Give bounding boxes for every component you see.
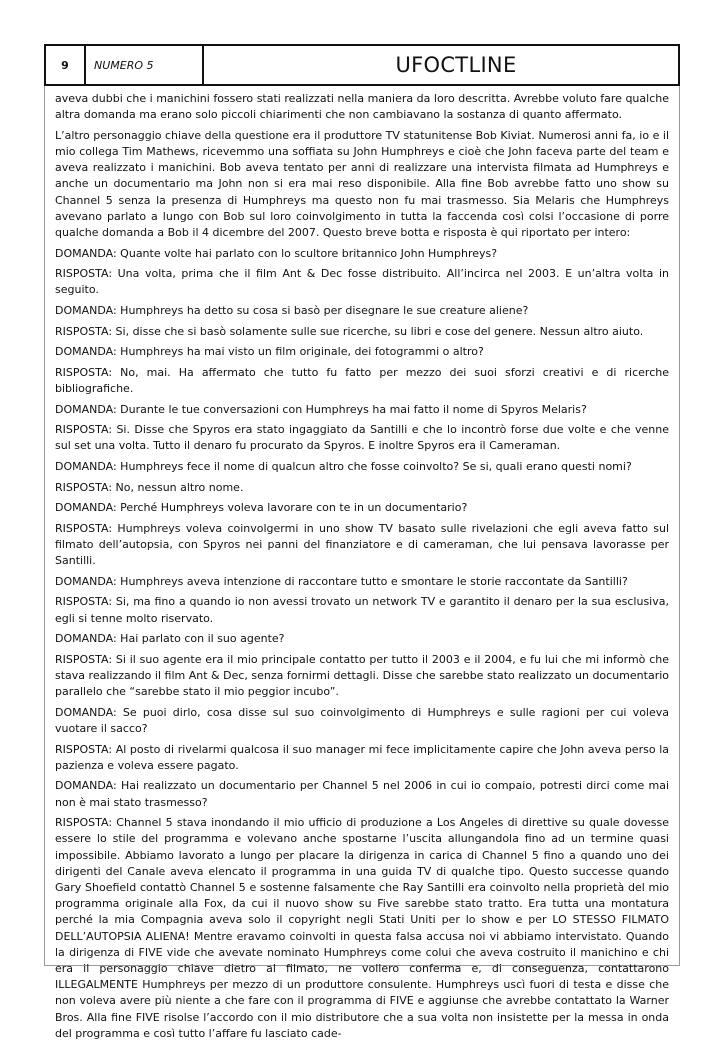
question: DOMANDA: Humphreys ha detto su cosa si basò per disegnare le sue creature aliene?	[55, 304, 529, 317]
question: DOMANDA: Perché Humphreys voleva lavorare con te in un documentario?	[55, 501, 468, 515]
question: DOMANDA: Durante le tue conversazioni con Humphreys ha mai fatto il nome di Spyros Melaris?	[55, 402, 587, 416]
paragraph: L’altro personaggio chiave della questione era il produttore TV statunitense Bob Kiviat. Numerosi anni fa, io e il mio collega Tim Mathews, ricevemmo una soffiata su John Humphreys e cioè che John faceva parte del team e aveva realizzato i manichini. Bob aveva tentato per anni di realizzare una intervista filmata ad Humphreys e anche un documentario ma John non si era mai reso disponibile. Alla fine Bob avrebbe fatto uno show su Channel 5 senza la presenza di Humphreys ma questo non fu mai trasmesso. Sia Melaris che Humphreys avevano parlato a lungo con Bob sul loro coinvolgimento in tutta la faccenda così colsi l’occasione di porre qualche domanda a Bob il 4 dicembre del 2007. Questo breve botta e risposta è qui riportato per intero:	[55, 128, 669, 240]
newsletter-title: UFOCTLINE	[395, 53, 517, 77]
answer: RISPOSTA: Si. Disse che Spyros era stato ingaggiato da Santilli e che lo incontrò forse due volte e che venne sul set una volta. Tutto il denaro fu procurato da Spyros. E inoltre Spyros era il Cameraman.	[55, 423, 669, 453]
page-header	[44, 44, 680, 86]
page-number: 9	[46, 46, 86, 84]
answer: RISPOSTA: Si, disse che si basò solamente sulle sue ricerche, su libri e cose del genere. Nessun altro aiuto.	[55, 324, 644, 338]
article-body	[44, 86, 680, 1040]
answer: RISPOSTA: Al posto di rivelarmi qualcosa il suo manager mi fece implicitamente capire che John aveva perso la pazienza e voleva essere pagato.	[55, 742, 669, 772]
answer: RISPOSTA: Si il suo agente era il mio principale contatto per tutto il 2003 e il 2004, e fu lui che mi informò che stava realizzando il film Ant & Dec, senza fornirmi dettagli. Disse che sarebbe stato realizzato un documentario parallelo che “sarebbe stato il mio peggior incubo”.	[55, 652, 669, 699]
question: DOMANDA: Humphreys ha mai visto un film originale, dei fotogrammi o altro?	[55, 345, 484, 359]
paragraph: aveva dubbi che i manichini fossero stati realizzati nella maniera da loro descritta. Avrebbe voluto fare qualche altra domanda ma erano solo piccoli chiarimenti che non cambiavano la sostanza di quanto affermato.	[55, 92, 669, 122]
question: DOMANDA: Humphreys fece il nome di qualcun altro che fosse coinvolto? Se si, quali erano questi nomi?	[55, 459, 632, 473]
question: DOMANDA: Hai parlato con il suo agente?	[55, 632, 285, 646]
question: DOMANDA: Se puoi dirlo, cosa disse sul suo coinvolgimento di Humphreys e sulle ragioni per cui voleva vuotare il sacco?	[55, 705, 669, 735]
answer: RISPOSTA: Channel 5 stava inondando il mio ufficio di produzione a Los Angeles di direttive su quale dovesse essere lo stile del programma e volevano anche spostarne l’uscita allungandola fino ad un termine quasi impossibile. Abbiamo lavorato a lungo per placare la dirigenza in carica di Channel 5 fino a quando uno dei dirigenti del Canale aveva elencato il programma in una guida TV di qualche tipo. Questo successe quando Gary Shoefield contattò Channel 5 e sostenne falsamente che Ray Santilli era coinvolto nella proprietà del mio programma originale alla Fox, da cui il nuovo show su Five sarebbe stato tratto. Era tutta una montatura perché la mia Compagnia aveva solo il copyright negli Stati Uniti per lo show e per LO STESSO FILMATO DELL’AUTOPSIA ALIENA! Mentre eravamo coinvolti in questa falsa accusa noi vi abbiamo intervistato. Quando la dirigenza di FIVE vide che avevate nominato Humphreys come colui che aveva costruito il manichino e chi era il personaggio chiave dietro al filmato, ne vollero conferma e, di conseguenza, contattarono ILLEGALMENTE Humphreys per mezzo di un produttore consulente. Humphreys uscì fuori di testa e disse che non voleva avere più niente a che fare con il programma di FIVE e aggiunse che avrebbe contattato la Warner Bros. Alla fine FIVE risolse l’accordo con il mio distributore che a sua volta non insistette per la messa in onda del programma e così tutto l’affare fu lasciato cade-	[55, 816, 669, 1040]
question: DOMANDA: Humphreys aveva intenzione di raccontare tutto e smontare le storie raccontate da Santilli?	[55, 574, 628, 588]
answer: RISPOSTA: No, mai. Ha affermato che tutto fu fatto per mezzo dei suoi sforzi creativi e di ricerche bibliografiche.	[55, 365, 669, 395]
answer: RISPOSTA: Si, ma fino a quando io non avessi trovato un network TV e garantito il denaro per la sua esclusiva, egli si tenne molto riservato.	[55, 595, 669, 625]
question: DOMANDA: Hai realizzato un documentario per Channel 5 nel 2006 in cui io compaio, potresti dirci come mai non è mai stato trasmesso?	[55, 779, 669, 809]
answer: RISPOSTA: No, nessun altro nome.	[55, 480, 244, 494]
answer: RISPOSTA: Una volta, prima che il film Ant & Dec fosse distribuito. All’incirca nel 2003. E un’altra volta in seguito.	[55, 267, 669, 297]
answer: RISPOSTA: Humphreys voleva coinvolgermi in uno show TV basato sulle rivelazioni che egli aveva fatto sul filmato dell’autopsia, con Spyros nei panni del finanziatore e di cameraman, che lui pensava lavorasse per Santilli.	[55, 521, 669, 568]
issue-number: NUMERO 5	[86, 46, 204, 84]
question: DOMANDA: Quante volte hai parlato con lo scultore britannico John Humphreys?	[55, 246, 498, 260]
